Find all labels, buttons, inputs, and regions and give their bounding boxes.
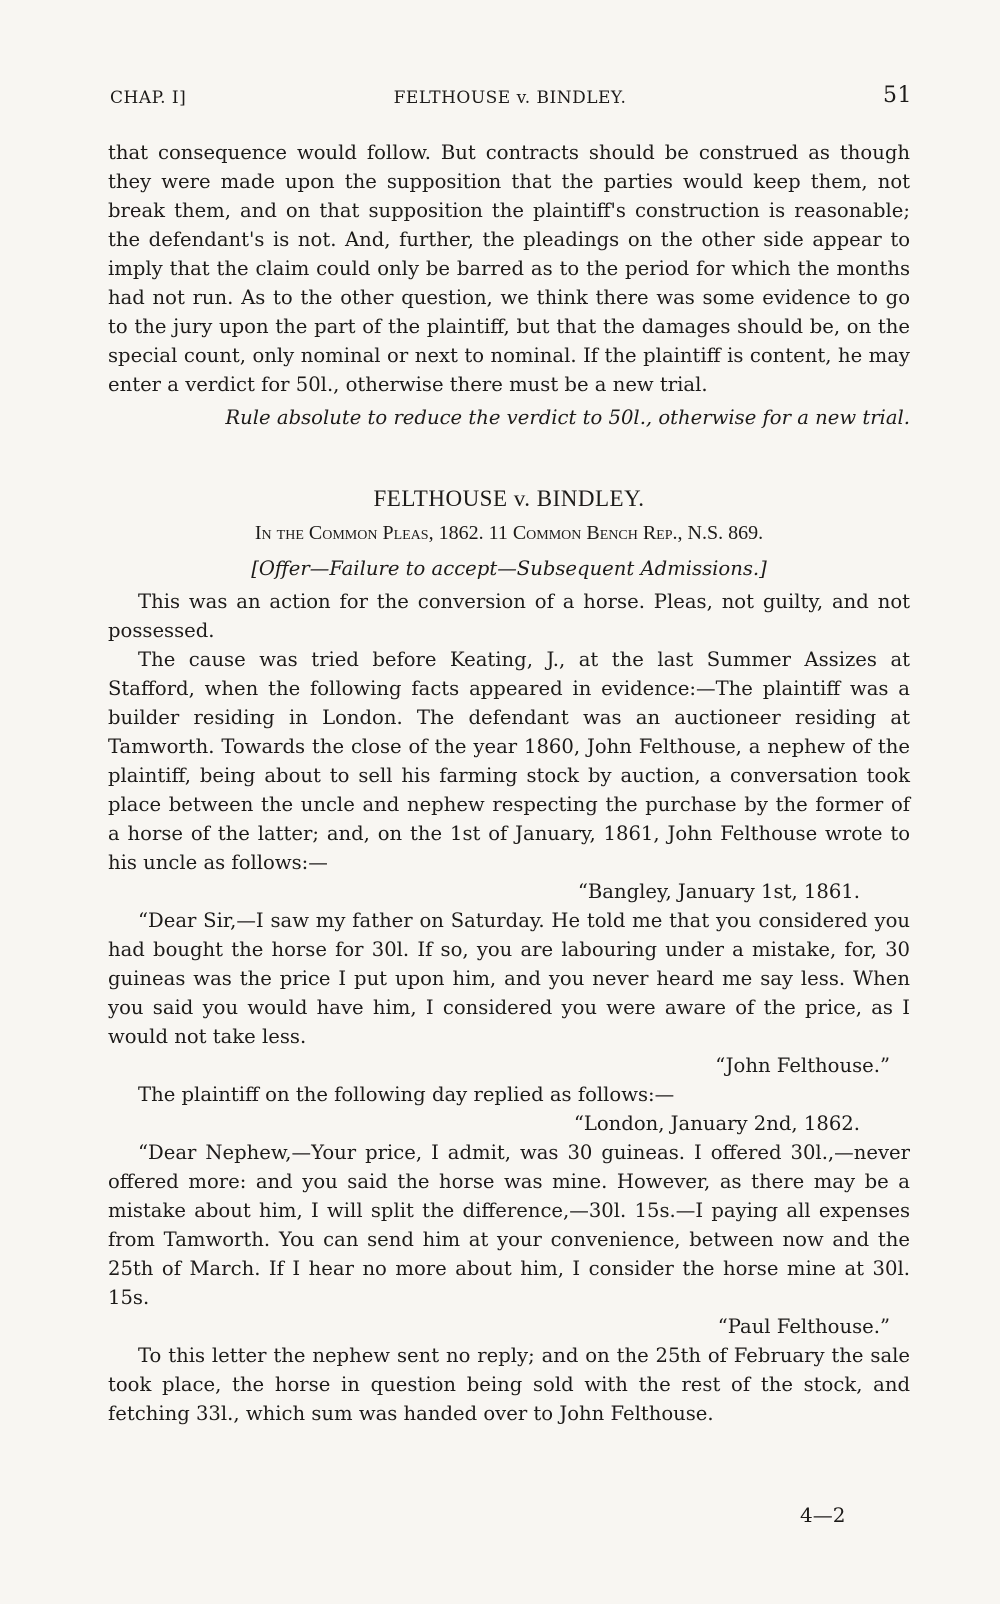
paragraph-1: This was an action for the conversion of a horse. Pleas, not guilty, and not possessed. [108, 590, 910, 642]
chapter-label: CHAP. I] [110, 88, 187, 108]
letter1-heading: “Bangley, January 1st, 1861. [577, 880, 860, 903]
letter2-body: “Dear Nephew,—Your price, I admit, was 30 guineas. I offered 30l.,—never offered more: and you said the horse was mine. However, as there may be a mistake about him, I will split the difference,—30l. 15s.—I paying all expenses from Tamworth. You can send him at your convenience, between now and the 25th of March. If I hear no more about him, I consider the horse mine at 30l. 15s. [108, 1141, 910, 1309]
running-head [110, 83, 912, 116]
paragraph-4: To this letter the nephew sent no reply; and on the 25th of February the sale took place, the horse in question being sold with the rest of the stock, and fetching 33l., which sum was handed over to John Felthouse. [108, 1344, 910, 1425]
running-title: FELTHOUSE v. BINDLEY. [393, 88, 627, 108]
paragraph-3: The plaintiff on the following day replied as follows:— [138, 1083, 675, 1106]
continued-paragraph: that consequence would follow. But contracts should be construed as though they were made upon the supposition that the parties would keep them, not break them, and on that supposition the plaintiff's construction is reasonable; the defendant's is not. And, further, the pleadings on the other side appear to imply that the claim could only be barred as to the period for which the months had not run. As to the other question, we think there was some evidence to go to the jury upon the part of the plaintiff, but that the damages should be, on the special count, only nominal or next to nominal. If the plaintiff is content, he may enter a verdict for 50l., otherwise there must be a new trial. [108, 141, 910, 396]
rule-line: Rule absolute to reduce the verdict to 50l., otherwise for a new trial. [225, 406, 910, 429]
letter2-signature: “Paul Felthouse.” [717, 1315, 890, 1338]
case-title: FELTHOUSE v. BINDLEY. [373, 486, 645, 511]
court-citation: In the Common Pleas, 1862. 11 Common Bench Rep., N.S. 869. [254, 522, 764, 544]
letter1-body: “Dear Sir,—I saw my father on Saturday. He told me that you considered you had bought the horse for 30l. If so, you are labouring under a mistake, for, 30 guineas was the price I put upon him, and you never heard me say less. When you said you would have him, I considered you were aware of the price, as I would not take less. [108, 909, 910, 1048]
signature-mark: 4—2 [800, 1503, 846, 1527]
page-number: 51 [883, 83, 912, 108]
subject-line: [Offer—Failure to accept—Subsequent Admissions.] [251, 557, 767, 580]
letter2-heading: “London, January 2nd, 1862. [573, 1112, 860, 1135]
body-text [108, 138, 910, 1428]
letter1-signature: “John Felthouse.” [715, 1054, 890, 1077]
paragraph-2: The cause was tried before Keating, J., at the last Summer Assizes at Stafford, when the following facts appeared in evidence:—The plaintiff was a builder residing in London. The defendant was an auctioneer residing at Tamworth. Towards the close of the year 1860, John Felthouse, a nephew of the plaintiff, being about to sell his farming stock by auction, a conversation took place between the uncle and nephew respecting the purchase by the former of a horse of the latter; and, on the 1st of January, 1861, John Felthouse wrote to his uncle as follows:— [108, 648, 910, 874]
